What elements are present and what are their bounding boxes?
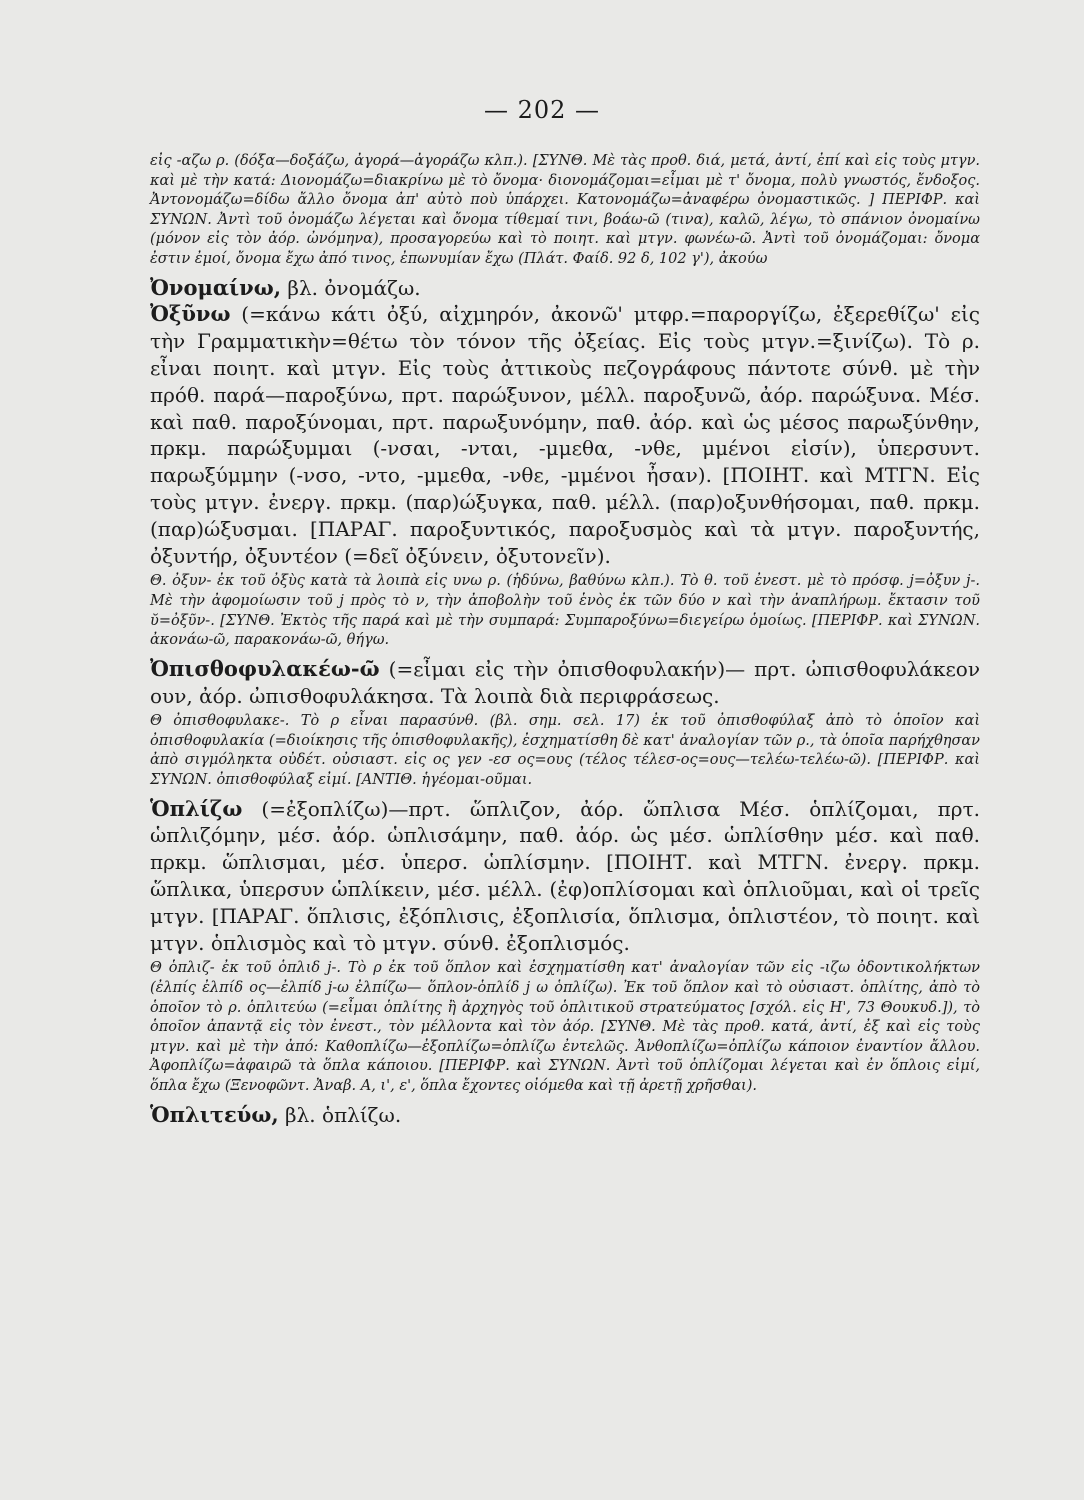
entry-oxyno: Ὀξῦνω (=κάνω κάτι ὀξύ, αἰχμηρόν, ἀκονῶ' μτφρ.=παροργίζω, ἐξερεθίζω' εἰς τὴν Γραμματικὴν=θέτω τὸν τόνον τῆς ὀξείας. Εἰς τοὺς μτγν.=ξινίζω). Τὸ ρ. εἶναι ποιητ. καὶ μτγν. Εἰς τοὺς ἀττικοὺς πεζογράφους πάντοτε σύνθ. μὲ τὴν πρόθ. παρά—παροξύνω, πρτ. παρώξυνον, μέλλ. παροξυνῶ, ἀόρ. παρώξυνα. Μέσ. καὶ παθ. παροξύνομαι, πρτ. παρωξυνόμην, παθ. ἀόρ. καὶ ὡς μέσος παρωξύνθην, πρκμ. παρώξυμμαι (-νσαι, -νται, -μμεθα, -νθε, μμένοι εἰσίν), ὑπερσυντ. παρωξύμμην (-νσο, -ντο, -μμεθα, -νθε, -μμένοι ἦσαν). [ΠΟΙΗΤ. καὶ ΜΤΓΝ. Εἰς τοὺς μτγν. ἐνεργ. πρκμ. (παρ)ώξυγκα, παθ. μέλλ. (παρ)οξυνθήσομαι, παθ. πρκμ. (παρ)ώξυσμαι. [ΠΑΡΑΓ. παροξυντικός, παροξυσμὸς καὶ τὰ μτγν. παροξυντής, ὀξυντήρ, ὀξυντέον (=δεῖ ὀξύνειν, ὀξυτονεῖν).: [150, 301, 980, 568]
headword: Ὁπλιτεύω,: [150, 1101, 279, 1127]
dictionary-text: [150, 152, 980, 1128]
entry-onomaino: Ὀνομαίνω, βλ. ὀνομάζω.: [150, 274, 421, 300]
entry-oplizo: Ὁπλίζω (=ἐξοπλίζω)—πρτ. ὥπλιζον, ἀόρ. ὥπλισα Μέσ. ὁπλίζομαι, πρτ. ὡπλιζόμην, μέσ. ἀόρ. ὡπλισάμην, παθ. ἀόρ. ὡς μέσ. ὡπλίσθην μέσ. καὶ παθ. πρκμ. ὥπλισμαι, μέσ. ὑπερσ. ὡπλίσμην. [ΠΟΙΗΤ. καὶ ΜΤΓΝ. ἐνεργ. πρκμ. ὥπλικα, ὑπερσυν ὡπλίκειν, μέσ. μέλλ. (ἐφ)οπλίσομαι καὶ ὁπλιοῦμαι, καὶ οἱ τρεῖς μτγν. [ΠΑΡΑΓ. ὅπλισις, ἐξόπλισις, ἐξοπλισία, ὅπλισμα, ὁπλιστέον, τὸ ποιητ. καὶ μτγν. ὁπλισμὸς καὶ τὸ μτγν. σύνθ. ἐξοπλισμός.: [150, 795, 980, 955]
headword: Ὀπισθοφυλακέω-ῶ: [150, 655, 380, 681]
headword: Ὁπλίζω: [150, 795, 243, 821]
headword: Ὀνομαίνω,: [150, 274, 282, 300]
entry-note-oplizo: Θ ὁπλιζ- ἐκ τοῦ ὁπλιδ j-. Τὸ ρ ἐκ τοῦ ὅπλον καὶ ἐσχηματίσθη κατ' ἀναλογίαν τῶν εἰς -ιζω ὀδοντικολήκτων (ἐλπίς ἐλπίδ ος—ἐλπίδ j-ω ἐλπίζω— ὅπλον-ὁπλίδ j ω ὁπλίζω). Ἐκ τοῦ ὅπλον καὶ τὸ οὐσιαστ. ὁπλίτης, ἀπὸ τὸ ὁποῖον τὸ ρ. ὁπλιτεύω (=εἶμαι ὁπλίτης ἢ ἀρχηγὸς τοῦ ὁπλιτικοῦ στρατεύματος [σχόλ. εἰς Η', 73 Θουκυδ.]), τὸ ὁποῖον ἀπαντᾷ εἰς τὸν ἐνεστ., τὸν μέλλοντα καὶ τὸν ἀόρ. [ΣΥΝΘ. Μὲ τὰς προθ. κατά, ἀντί, ἐξ καὶ εἰς τοὺς μτγν. καὶ μὲ τὴν ἀπό: Καθοπλίζω—ἐξοπλίζω=ὁπλίζω ἐντελῶς. Ἀνθοπλίζω=ὁπλίζω κάποιον ἐναντίον ἄλλου. Ἀφοπλίζω=ἀφαιρῶ τὰ ὅπλα κάποιου. [ΠΕΡΙΦΡ. καὶ ΣΥΝΩΝ. Ἀντὶ τοῦ ὁπλίζομαι λέγεται καὶ ἐν ὅπλοις εἰμί, ὅπλα ἔχω (Ξενοφῶντ. Ἀναβ. Α, ι', ε', ὅπλα ἔχοντες οἰόμεθα καὶ τῇ ἀρετῇ χρῆσθαι).: [150, 960, 980, 1095]
entry-oplitevo: Ὁπλιτεύω, βλ. ὁπλίζω.: [150, 1101, 402, 1127]
page-number: — 202 —: [483, 96, 601, 124]
entry-opisthofylakeo: Ὀπισθοφυλακέω-ῶ (=εἶμαι εἰς τὴν ὀπισθοφυλακήν)— πρτ. ὠπισθοφυλάκεον ουν, ἀόρ. ὠπισθοφυλάκησα. Τὰ λοιπὰ διὰ περιφράσεως.: [150, 655, 980, 708]
entry-note-onomazo: εἰς -αζω ρ. (δόξα—δοξάζω, ἀγορά—ἀγοράζω κλπ.). [ΣΥΝΘ. Μὲ τὰς προθ. διά, μετά, ἀντί, ἐπί καὶ εἰς τοὺς μτγν. καὶ μὲ τὴν κατά: Διονομάζω=διακρίνω μὲ τὸ ὄνομα· διονομάζομαι=εἶμαι μὲ τ' ὄνομα, πολὺ γνωστός, ἔνδοξος. Ἀντονομάζω=δίδω ἄλλο ὄνομα ἀπ' αὐτὸ ποὺ ὑπάρχει. Κατονομάζω=ἀναφέρω ὀνομαστικῶς. ] ΠΕΡΙΦΡ. καὶ ΣΥΝΩΝ. Ἀντὶ τοῦ ὀνομάζω λέγεται καὶ ὄνομα τίθεμαί τινι, βοάω-ῶ (τινα), καλῶ, λέγω, τὸ σπάνιον ὀνομαίνω (μόνον εἰς τὸν ἀόρ. ὠνόμηνα), προσαγορεύω καὶ τὸ ποιητ. καὶ μτγν. φωνέω-ῶ. Ἀντὶ τοῦ ὀνομάζομαι: ὄνομα ἐστιν ἐμοί, ὄνομα ἔχω ἀπό τινος, ἐπωνυμίαν ἔχω (Πλάτ. Φαίδ. 92 δ, 102 γ'), ἀκούω: [150, 153, 980, 267]
entry-note-opisthofylakeo: Θ ὀπισθοφυλακε-. Τὸ ρ εἶναι παρασύνθ. (βλ. σημ. σελ. 17) ἐκ τοῦ ὀπισθοφύλαξ ἀπὸ τὸ ὁποῖον καὶ ὀπισθοφυλακία (=διοίκησις τῆς ὀπισθοφυλακῆς), ἐσχηματίσθη δὲ κατ' ἀναλογίαν τῶν ρ., τὰ ὁποῖα παρήχθησαν ἀπὸ σιγμόληκτα οὐδέτ. οὐσιαστ. εἰς ος γεν -εσ ος=ους (τέλος τέλεσ-ος=ους—τελέω-τελέω-ῶ). [ΠΕΡΙΦΡ. καὶ ΣΥΝΩΝ. ὀπισθοφύλαξ εἰμί. [ΑΝΤΙΘ. ἡγέομαι-οῦμαι.: [150, 713, 980, 789]
headword: Ὀξῦνω: [150, 301, 231, 327]
entry-note-oxyno: Θ. ὀξυν- ἐκ τοῦ ὀξὺς κατὰ τὰ λοιπὰ εἰς υνω ρ. (ἡδύνω, βαθύνω κλπ.). Τὸ θ. τοῦ ἐνεστ. μὲ τὸ πρόσφ. j=ὀξυν j-. Μὲ τὴν ἀφομοίωσιν τοῦ j πρὸς τὸ ν, τὴν ἀποβολὴν τοῦ ἑνὸς ἐκ τῶν δύο ν καὶ τὴν ἀναπλήρωμ. ἔκτασιν τοῦ ῠ=ὀξῦν-. [ΣΥΝΘ. Ἐκτὸς τῆς παρά καὶ μὲ τὴν συμπαρά: Συμπαροξύνω=διεγείρω ὁμοίως. [ΠΕΡΙΦΡ. καὶ ΣΥΝΩΝ. ἀκονάω-ῶ, παρακονάω-ῶ, θήγω.: [150, 573, 980, 649]
